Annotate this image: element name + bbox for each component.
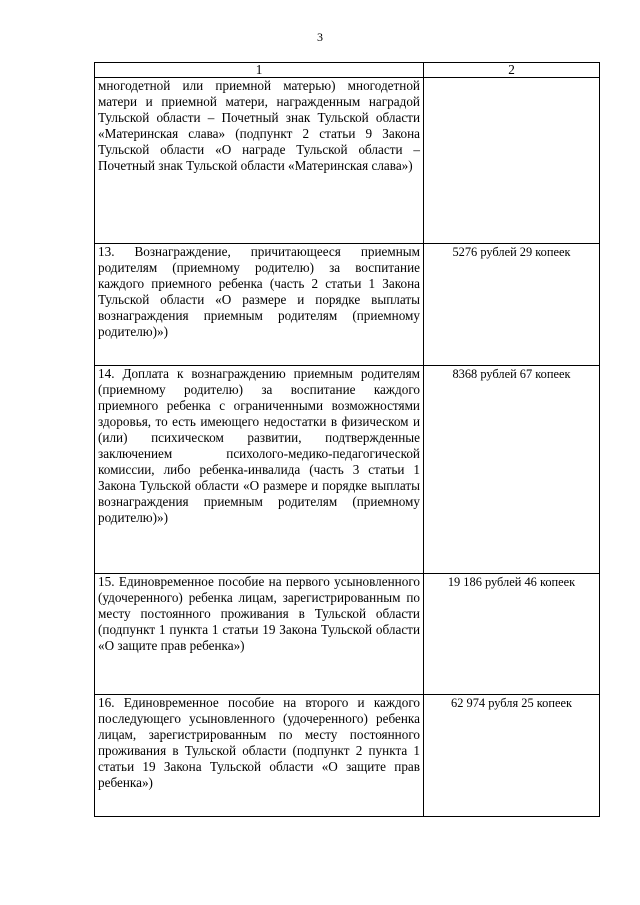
column-header-2: 2 bbox=[424, 63, 600, 78]
table-row bbox=[95, 78, 600, 244]
row-description: многодетной или приемной матерью) многодетной матери и приемной матери, награжденным наградой Тульской области – Почетный знак Тульской области «Материнская слава» (подпункт 2 статьи 9 Закона Тульской области «О награде Тульской области – Почетный знак Тульской области «Материнская слава») bbox=[95, 78, 424, 244]
row-amount: 19 186 рублей 46 копеек bbox=[424, 574, 600, 695]
table-row bbox=[95, 574, 600, 695]
row-description: 14. Доплата к вознаграждению приемным родителям (приемному родителю) за воспитание каждого приемного ребенка с ограниченными возможностями здоровья, то есть имеющего недостатки в физическом и (или) психическом развитии, подтвержденные заключением психолого-медико-педагогической комиссии, либо ребенка-инвалида (часть 3 статьи 1 Закона Тульской области «О размере и порядке выплаты вознаграждения приемным родителям (приемному родителю)») bbox=[95, 366, 424, 574]
table-row bbox=[95, 366, 600, 574]
benefits-table bbox=[94, 62, 600, 817]
table-row bbox=[95, 244, 600, 366]
row-amount: 5276 рублей 29 копеек bbox=[424, 244, 600, 366]
row-description: 13. Вознаграждение, причитающееся приемным родителям (приемному родителю) за воспитание каждого приемного ребенка (часть 2 статьи 1 Закона Тульской области «О размере и порядке выплаты вознаграждения приемным родителям (приемному родителю)») bbox=[95, 244, 424, 366]
page-number: 3 bbox=[317, 30, 323, 44]
table-row bbox=[95, 695, 600, 817]
row-amount: 8368 рублей 67 копеек bbox=[424, 366, 600, 574]
row-description: 15. Единовременное пособие на первого усыновленного (удочеренного) ребенка лицам, зарегистрированным по месту постоянного проживания в Тульской области (подпункт 1 пункта 1 статьи 19 Закона Тульской области «О защите прав ребенка») bbox=[95, 574, 424, 695]
row-amount: 62 974 рубля 25 копеек bbox=[424, 695, 600, 817]
row-description: 16. Единовременное пособие на второго и каждого последующего усыновленного (удочеренного) ребенка лицам, зарегистрированным по месту постоянного проживания в Тульской области (подпункт 2 пункта 1 статьи 19 Закона Тульской области «О защите прав ребенка») bbox=[95, 695, 424, 817]
row-amount bbox=[424, 78, 600, 244]
column-header-1: 1 bbox=[95, 63, 424, 78]
table-header-row bbox=[95, 63, 600, 78]
